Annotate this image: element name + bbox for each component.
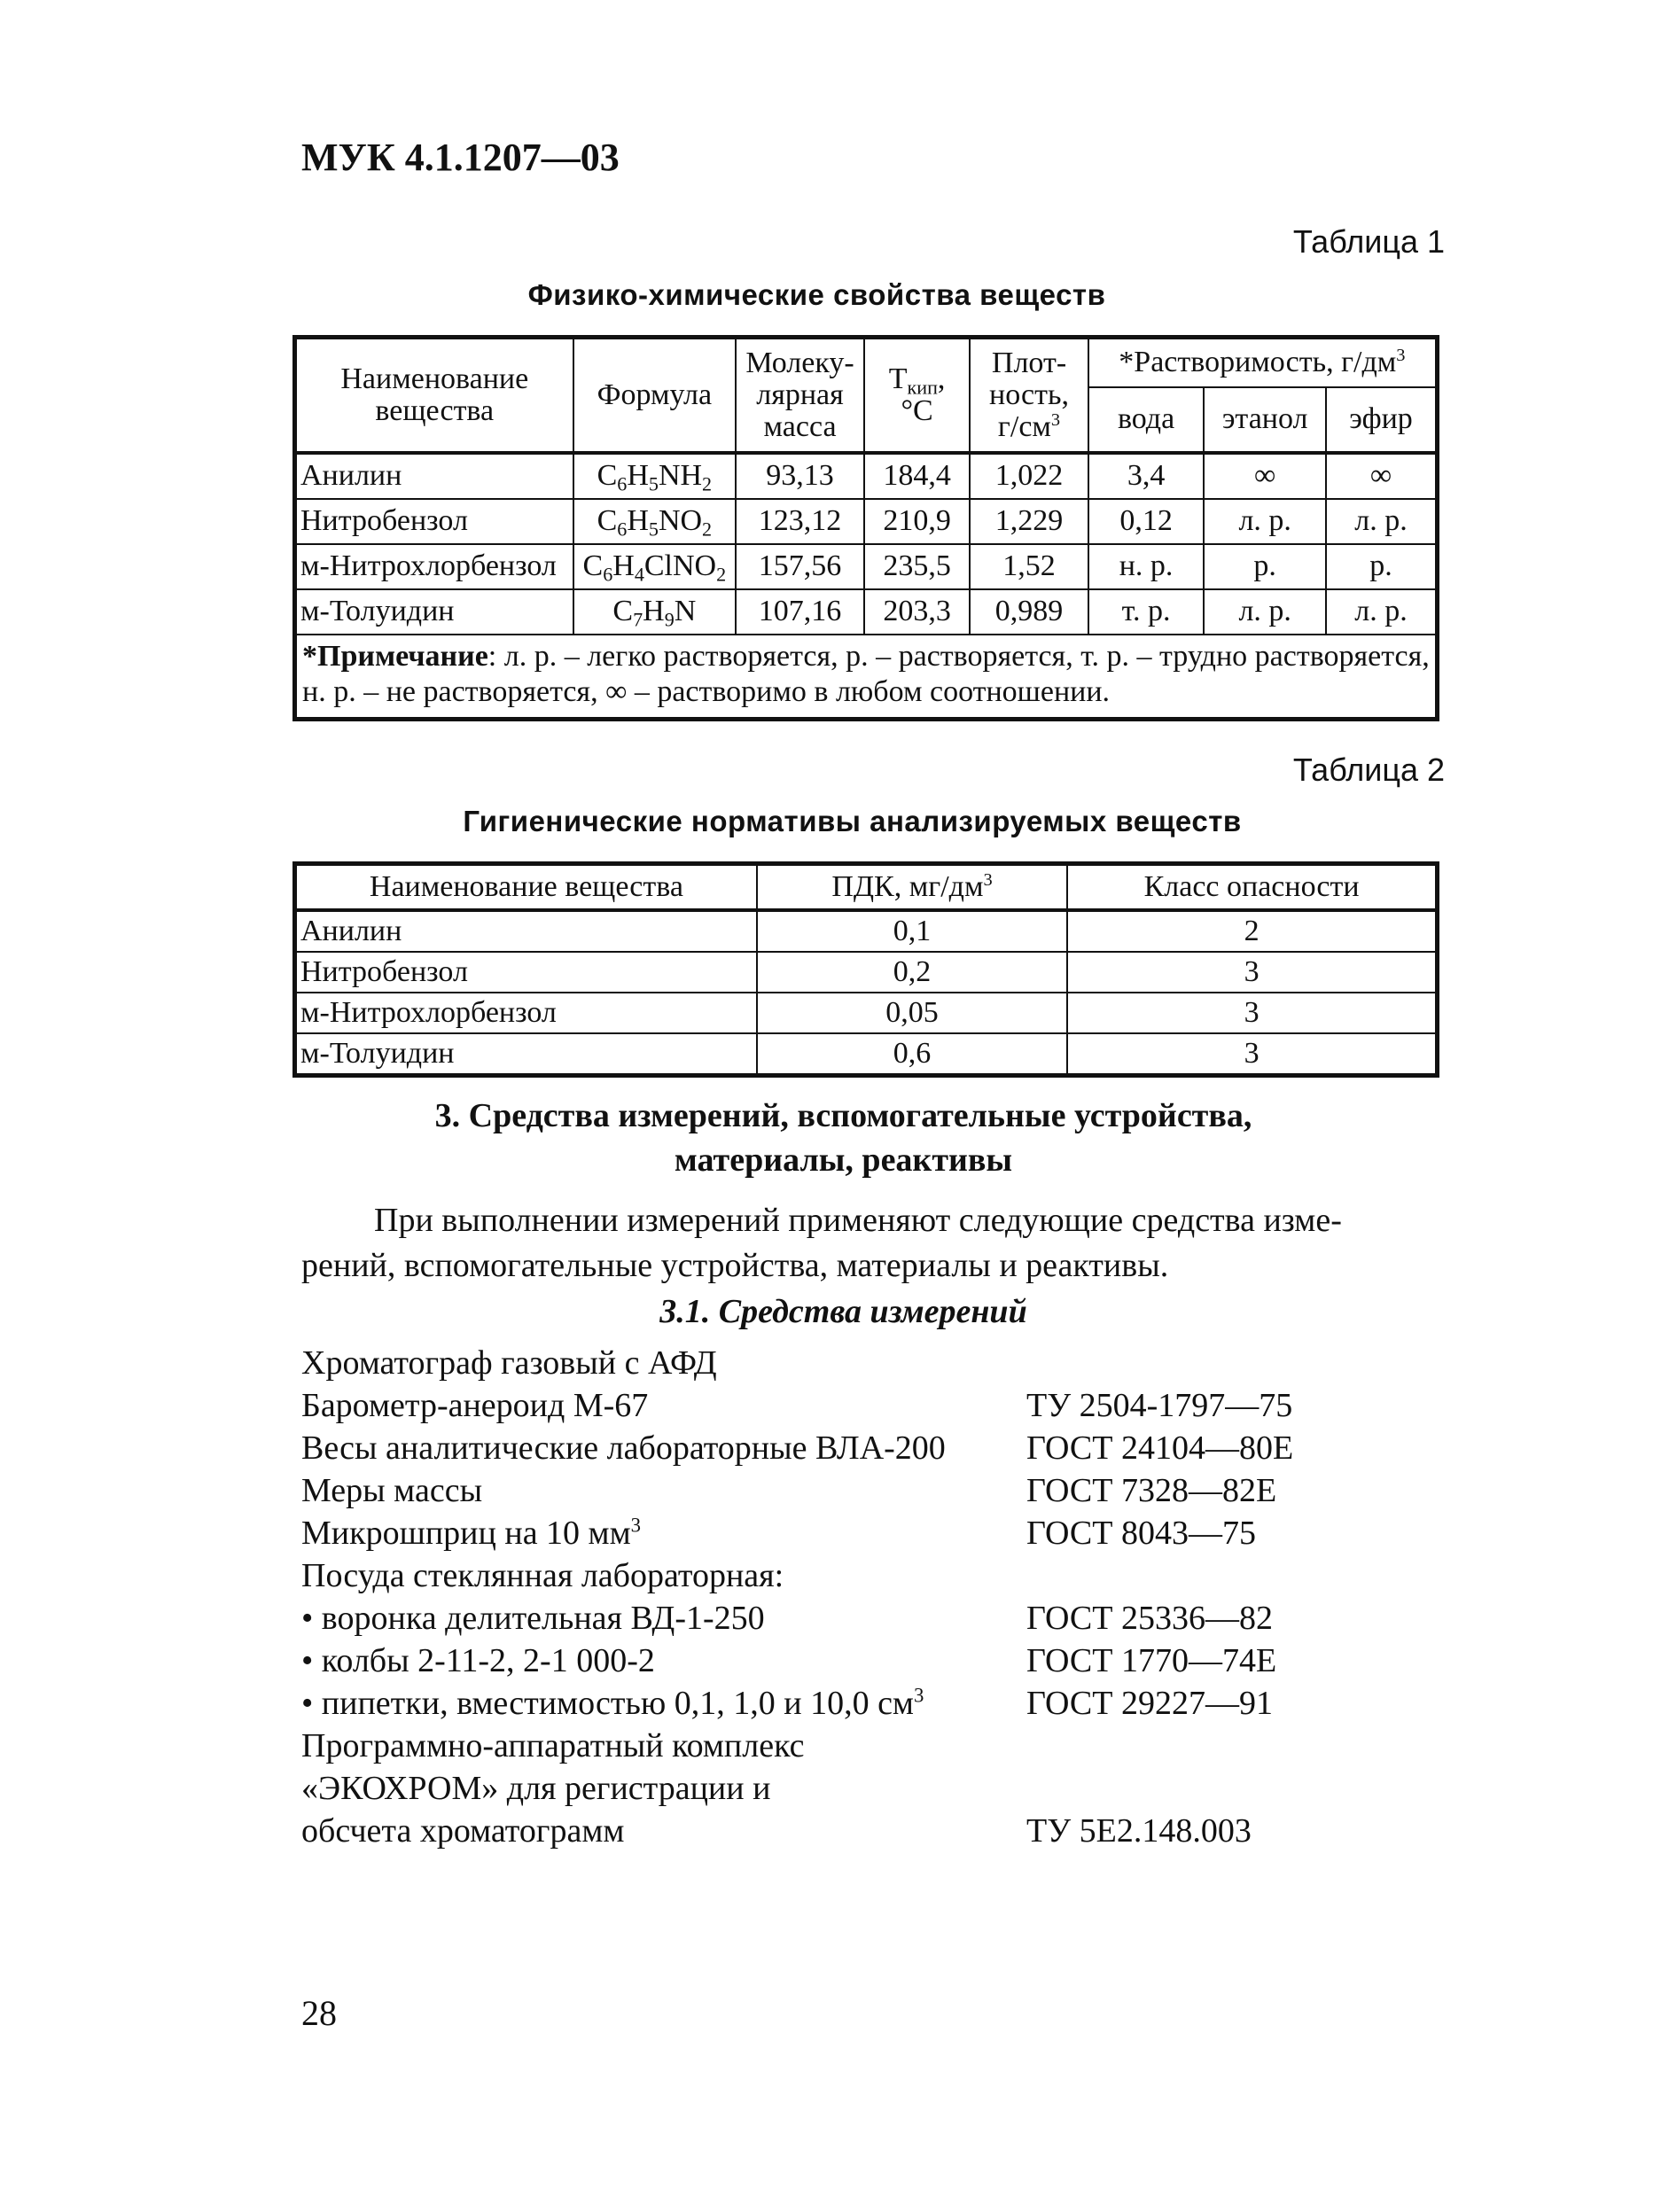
hazard-class: 3 xyxy=(1067,1033,1437,1076)
section-heading-line: материалы, реактивы xyxy=(674,1141,1013,1179)
equipment-name: • воронка делительная ВД-1-250 xyxy=(301,1600,765,1637)
equipment-name: Барометр-анероид М-67 xyxy=(301,1387,649,1424)
equipment-name: Хроматограф газовый с АФД xyxy=(301,1344,717,1382)
substance-name: м-Нитрохлорбензол xyxy=(295,544,573,589)
table-row xyxy=(295,910,1438,952)
document-id: МУК 4.1.1207—03 xyxy=(301,136,620,179)
molar-mass: 157,56 xyxy=(736,544,864,589)
table-row xyxy=(295,499,1438,544)
solubility-water: н. р. xyxy=(1088,544,1205,589)
density: 1,022 xyxy=(970,453,1088,499)
equipment-standard: ГОСТ 25336—82 xyxy=(1026,1600,1273,1637)
substance-name: м-Нитрохлорбензол xyxy=(295,993,757,1033)
density: 0,989 xyxy=(970,589,1088,635)
solubility-ethanol: ∞ xyxy=(1204,453,1326,499)
col-header-formula: Формула xyxy=(573,338,737,453)
boiling-point: 235,5 xyxy=(864,544,970,589)
intro-paragraph-line: При выполнении измерений применяют следующие средства изме- xyxy=(374,1202,1342,1239)
solubility-water: 0,12 xyxy=(1088,499,1205,544)
boiling-point: 210,9 xyxy=(864,499,970,544)
solubility-ethanol: р. xyxy=(1204,544,1326,589)
col-header-name: Наименование вещества xyxy=(295,864,757,910)
pdk-value: 0,05 xyxy=(757,993,1067,1033)
formula: $C_6H_5NO_2$ xyxy=(573,499,737,544)
col-header-density: Плот- ность, $г/см^3$ xyxy=(970,338,1088,453)
substance-name: м-Толуидин xyxy=(295,589,573,635)
table-note xyxy=(295,635,1438,720)
table-row xyxy=(295,589,1438,635)
pdk-value: 0,1 xyxy=(757,910,1067,952)
table2-title: Гигиенические нормативы анализируемых веществ xyxy=(463,805,1242,837)
molar-mass: 123,12 xyxy=(736,499,864,544)
intro-paragraph-line: рений, вспомогательные устройства, материалы и реактивы. xyxy=(301,1247,1169,1284)
formula: $C_7H_9N$ xyxy=(573,589,737,635)
table-row xyxy=(295,544,1438,589)
solubility-ether: л. р. xyxy=(1326,589,1438,635)
formula: $C_6H_5NH_2$ xyxy=(573,453,737,499)
col-header-solubility: *Растворимость, $г/дм^3$ xyxy=(1088,338,1438,387)
equipment-standard: ГОСТ 24104—80Е xyxy=(1026,1429,1294,1467)
solubility-ether: л. р. xyxy=(1326,499,1438,544)
boiling-point: 203,3 xyxy=(864,589,970,635)
table-row xyxy=(295,993,1438,1033)
substance-name: Нитробензол xyxy=(295,952,757,993)
equipment-name: Микрошприц на 10 $мм^3$ xyxy=(301,1514,642,1552)
equipment-standard: ГОСТ 29227—91 xyxy=(1026,1685,1273,1722)
equipment-name: Меры массы xyxy=(301,1472,483,1509)
formula: $C_6H_4ClNO_2$ xyxy=(573,544,737,589)
col-header-ether: эфир xyxy=(1326,387,1438,453)
table-note-row xyxy=(295,635,1438,720)
substance-name: Нитробензол xyxy=(295,499,573,544)
density: 1,229 xyxy=(970,499,1088,544)
equipment-name: • пипетки, вместимостью 0,1, 1,0 и 10,0 $см^3$ xyxy=(301,1684,924,1722)
col-header-mass: Молеку-лярная масса xyxy=(736,338,864,453)
table-row xyxy=(295,1033,1438,1076)
section-heading xyxy=(9,1094,1669,1182)
molar-mass: 93,13 xyxy=(736,453,864,499)
boiling-point: 184,4 xyxy=(864,453,970,499)
table2-label: Таблица 2 xyxy=(1292,752,1445,788)
hazard-class: 2 xyxy=(1067,910,1437,952)
solubility-ether: ∞ xyxy=(1326,453,1438,499)
equipment-name: обсчета хроматограмм xyxy=(301,1812,625,1850)
table1-title: Физико-химические свойства веществ xyxy=(527,278,1106,311)
note-label: *Примечание xyxy=(302,639,488,673)
equipment-standard: ТУ 5Е2.148.003 xyxy=(1026,1812,1252,1850)
pdk-value: 0,2 xyxy=(757,952,1067,993)
substance-name: м-Толуидин xyxy=(295,1033,757,1076)
solubility-ethanol: л. р. xyxy=(1204,589,1326,635)
col-header-tboil: $T_{кип}$, °C xyxy=(864,338,970,453)
equipment-name: Программно-аппаратный комплекс xyxy=(301,1727,805,1764)
equipment-standard: ТУ 2504-1797—75 xyxy=(1026,1387,1293,1424)
equipment-name: «ЭКОХРОМ» для регистрации и xyxy=(301,1770,771,1807)
subsection-heading: 3.1. Средства измерений xyxy=(659,1293,1027,1330)
solubility-water: 3,4 xyxy=(1088,453,1205,499)
solubility-water: т. р. xyxy=(1088,589,1205,635)
physchem-properties-table xyxy=(292,335,1439,721)
col-header-hazard-class: Класс опасности xyxy=(1067,864,1437,910)
hazard-class: 3 xyxy=(1067,993,1437,1033)
equipment-standard: ГОСТ 8043—75 xyxy=(1026,1515,1256,1552)
solubility-ethanol: л. р. xyxy=(1204,499,1326,544)
page-number: 28 xyxy=(301,1993,337,2033)
equipment-name: • колбы 2-11-2, 2-1 000-2 xyxy=(301,1642,655,1679)
equipment-standard: ГОСТ 7328—82Е xyxy=(1026,1472,1277,1509)
section-heading-line: 3. Средства измерений, вспомогательные устройства, xyxy=(434,1097,1252,1134)
substance-name: Анилин xyxy=(295,910,757,952)
molar-mass: 107,16 xyxy=(736,589,864,635)
substance-name: Анилин xyxy=(295,453,573,499)
table-row xyxy=(295,453,1438,499)
col-header-pdk: ПДК, $мг/дм^3$ xyxy=(757,864,1067,910)
col-header-name: Наименование вещества xyxy=(295,338,573,453)
equipment-name: Весы аналитические лабораторные ВЛА-200 xyxy=(301,1429,946,1467)
note-text: : л. р. – легко растворяется, р. – растворяется, т. р. – трудно растворяется, н. р. – не растворяется, ∞ – растворимо в любом соотношении. xyxy=(302,639,1430,708)
hygienic-standards-table xyxy=(292,861,1439,1078)
pdk-value: 0,6 xyxy=(757,1033,1067,1076)
col-header-water: вода xyxy=(1088,387,1205,453)
table1-label: Таблица 1 xyxy=(1292,223,1445,260)
equipment-standard: ГОСТ 1770—74Е xyxy=(1026,1642,1277,1679)
hazard-class: 3 xyxy=(1067,952,1437,993)
density: 1,52 xyxy=(970,544,1088,589)
col-header-ethanol: этанол xyxy=(1204,387,1326,453)
table-row xyxy=(295,952,1438,993)
equipment-name: Посуда стеклянная лабораторная: xyxy=(301,1557,784,1594)
solubility-ether: р. xyxy=(1326,544,1438,589)
